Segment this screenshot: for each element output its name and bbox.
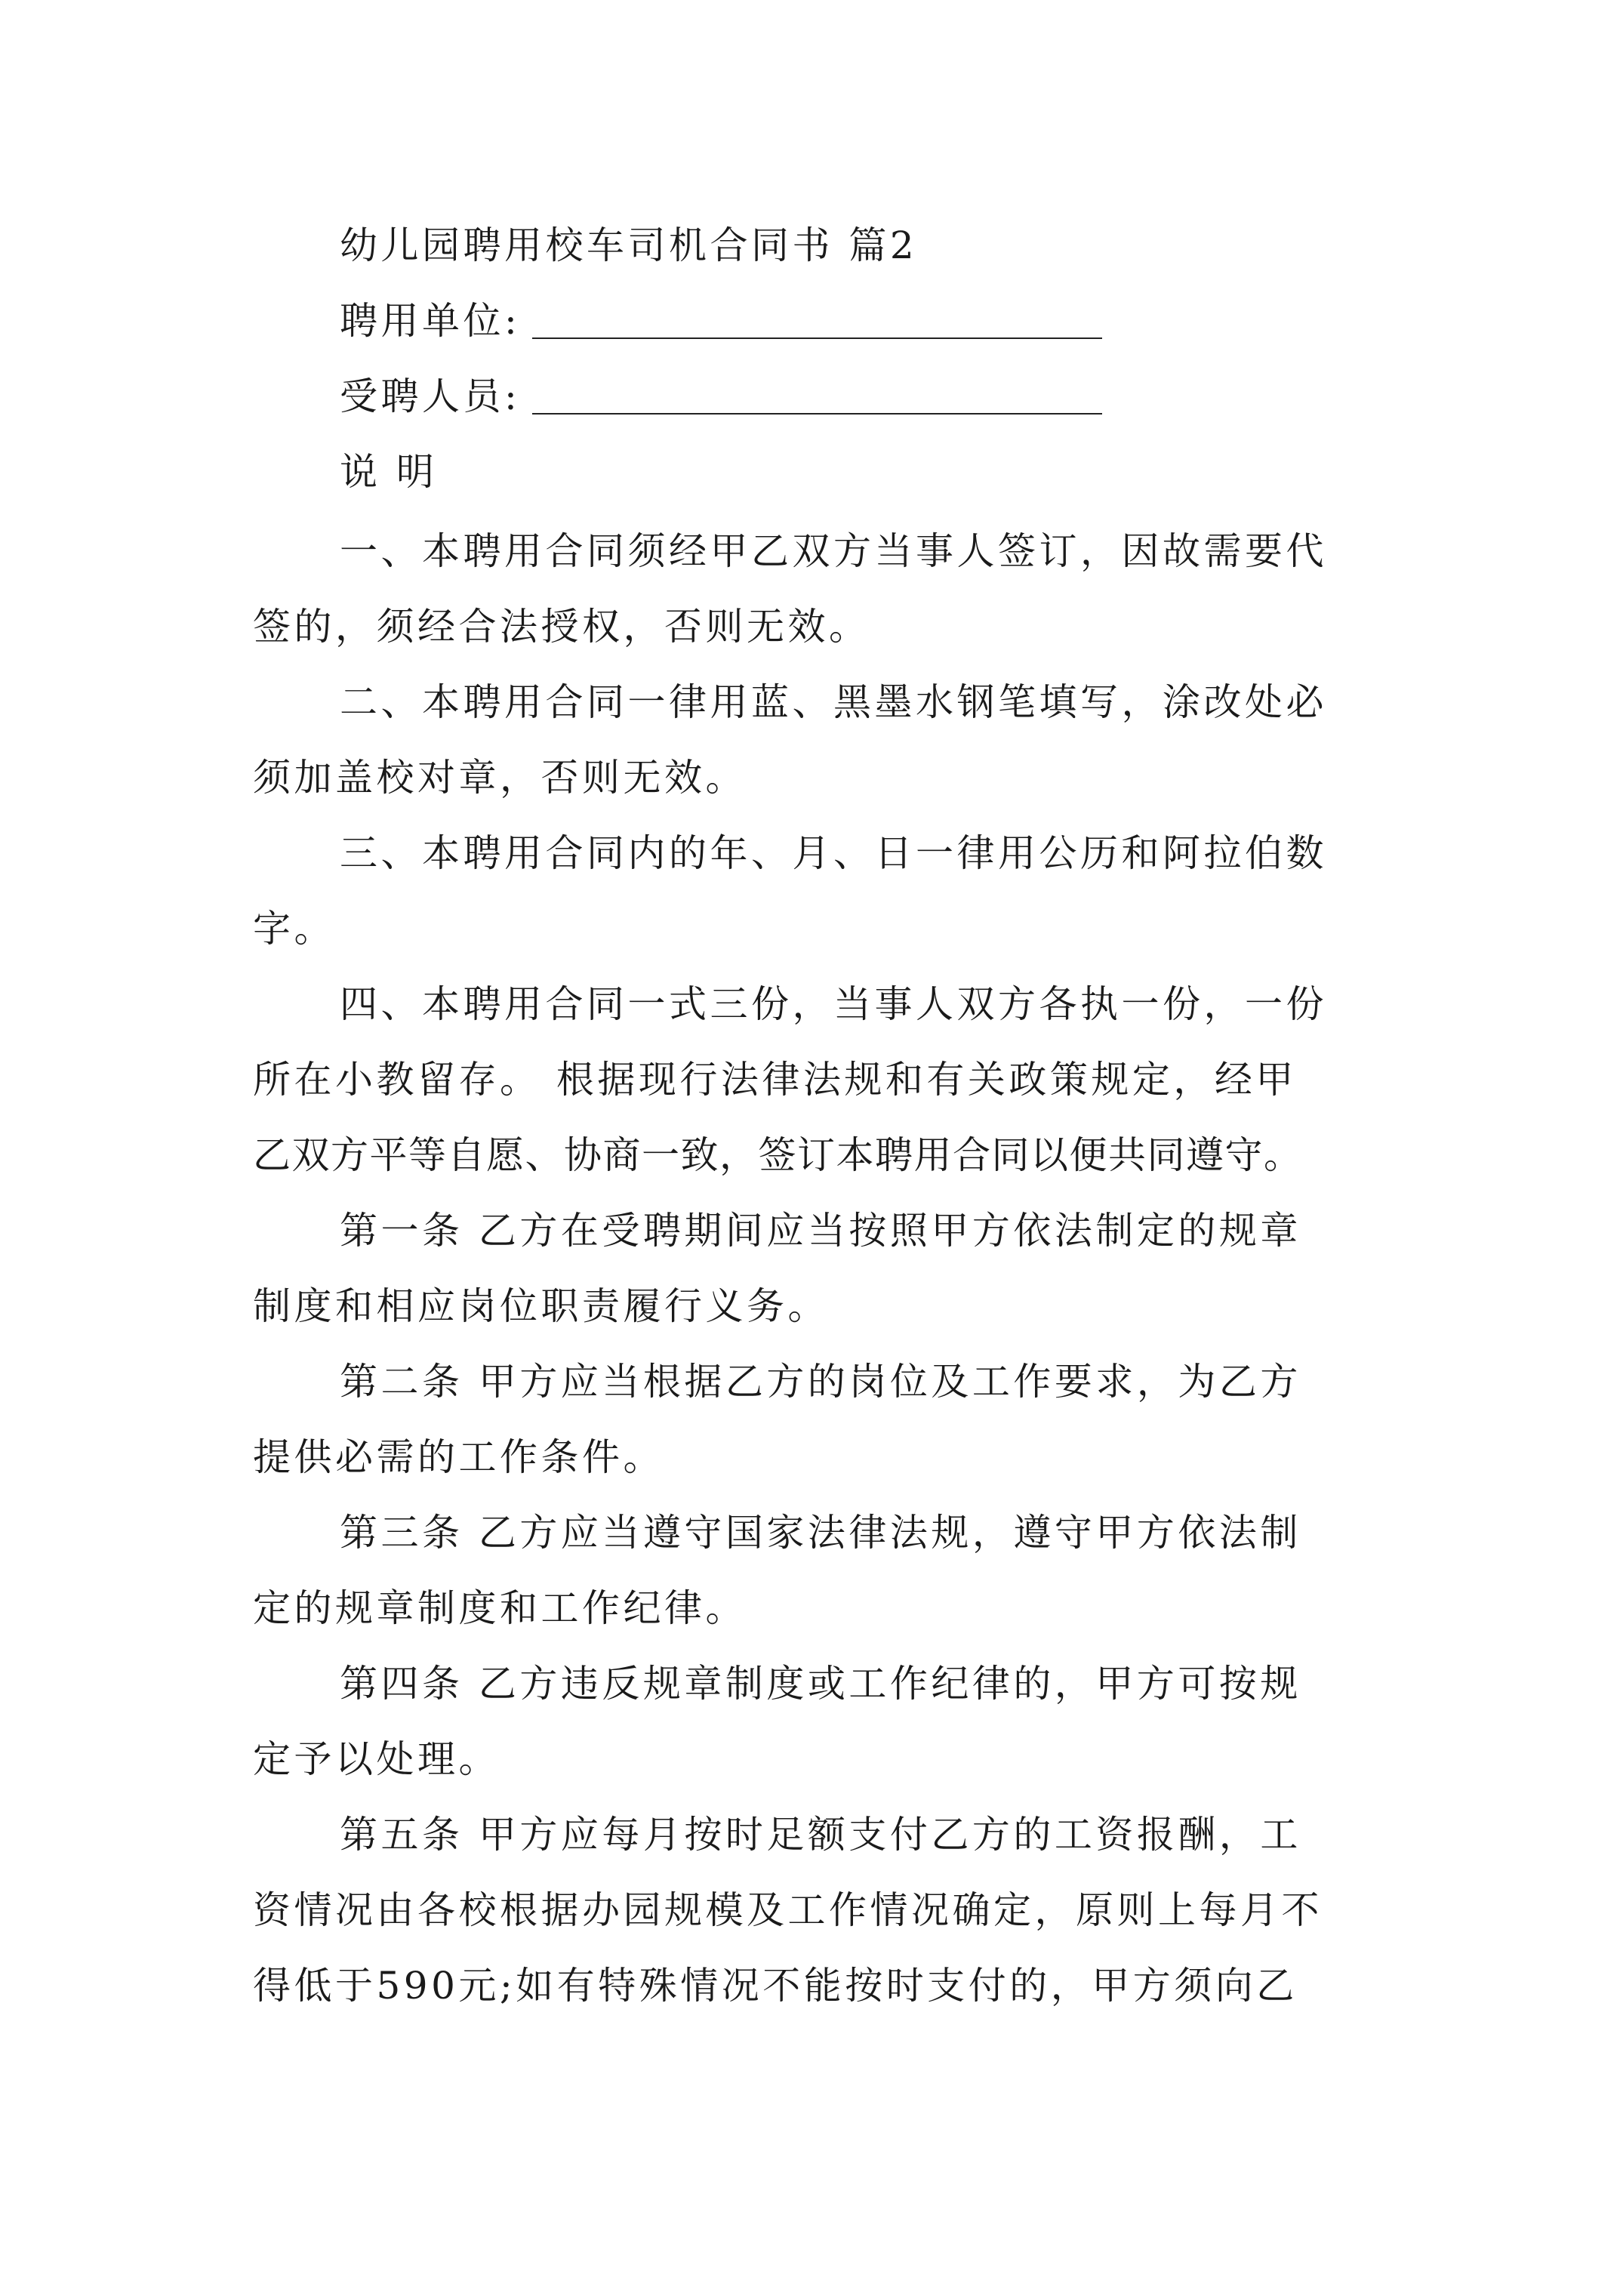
paragraph-line: 定的规章制度和工作纪律。 bbox=[253, 1586, 747, 1630]
paragraph-line: 得低于590元;如有特殊情况不能按时支付的，甲方须向乙 bbox=[253, 1964, 1298, 2008]
employee-field bbox=[0, 374, 1623, 419]
employee-label: 受聘人员: bbox=[340, 374, 521, 418]
paragraph-line: 三、本聘用合同内的年、月、日一律用公历和阿拉伯数 bbox=[340, 831, 1327, 875]
paragraph-line: 提供必需的工作条件。 bbox=[253, 1435, 664, 1479]
document-title: 幼儿园聘用校车司机合同书 篇2 bbox=[340, 223, 918, 267]
paragraph-line: 一、本聘用合同须经甲乙双方当事人签订，因故需要代 bbox=[340, 529, 1327, 573]
paragraph-line: 制度和相应岗位职责履行义务。 bbox=[253, 1284, 829, 1328]
paragraph-line: 资情况由各校根据办园规模及工作情况确定，原则上每月不 bbox=[253, 1888, 1323, 1932]
paragraph-line: 所在小教留存。 根据现行法律法规和有关政策规定，经甲 bbox=[253, 1058, 1297, 1102]
paragraph-line: 乙双方平等自愿、协商一致，签订本聘用合同以便共同遵守。 bbox=[253, 1133, 1303, 1177]
employer-blank-line bbox=[532, 337, 1102, 339]
paragraph-line: 第二条 甲方应当根据乙方的岗位及工作要求，为乙方 bbox=[340, 1360, 1301, 1404]
paragraph-line: 须加盖校对章，否则无效。 bbox=[253, 756, 747, 800]
section-heading: 说 明 bbox=[340, 450, 438, 494]
paragraph-line: 定予以处理。 bbox=[253, 1737, 500, 1781]
paragraph-line: 字。 bbox=[253, 907, 335, 951]
paragraph-line: 第四条 乙方违反规章制度或工作纪律的，甲方可按规 bbox=[340, 1662, 1301, 1706]
employer-field bbox=[0, 298, 1623, 344]
paragraph-line: 四、本聘用合同一式三份，当事人双方各执一份，一份 bbox=[340, 982, 1327, 1026]
employee-blank-line bbox=[532, 413, 1102, 415]
paragraph-line: 第一条 乙方在受聘期间应当按照甲方依法制定的规章 bbox=[340, 1209, 1301, 1253]
paragraph-line: 第三条 乙方应当遵守国家法律法规，遵守甲方依法制 bbox=[340, 1511, 1301, 1555]
employer-label: 聘用单位: bbox=[340, 299, 521, 343]
paragraph-line: 第五条 甲方应每月按时足额支付乙方的工资报酬，工 bbox=[340, 1813, 1301, 1857]
paragraph-line: 签的，须经合法授权，否则无效。 bbox=[253, 605, 870, 649]
paragraph-line: 二、本聘用合同一律用蓝、黑墨水钢笔填写，涂改处必 bbox=[340, 680, 1327, 724]
